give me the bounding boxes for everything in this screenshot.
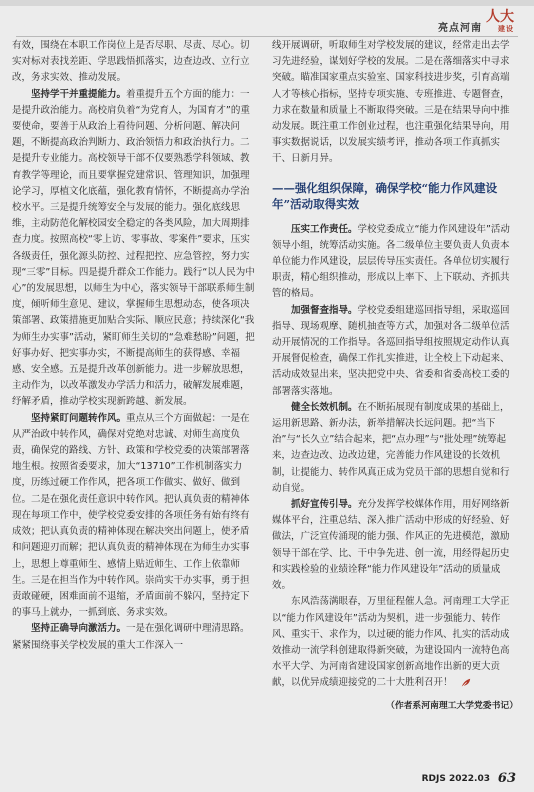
paragraph [272, 303, 518, 400]
paragraph-text: 东风浩荡满眼春，万里征程催人急。河南理工大学正以“能力作风建设年”活动为契机，进一步强能力、转作风、重实干、求作为，以过硬的能力作风、扎实的活动成效推动一流学科创建取得新突破，为建设国内一流特色高水平大学、为河南省建设国家创新高地作出新的更大贡献，以优异成绩迎接党的二十大胜利召开！ [272, 596, 510, 689]
brand-logo [486, 10, 514, 34]
leaf-icon [460, 677, 472, 689]
paragraph [272, 594, 518, 691]
top-border [0, 0, 534, 6]
page-number: 63 [497, 771, 516, 786]
paragraph-keyword: 压实工作责任。 [291, 223, 358, 235]
left-column [12, 38, 258, 654]
paragraph-text: 线开展调研，听取师生对学校发展的建议，经常走出去学习先进经验，谋划好学校的发展。二是在落细落实中寻求突破。瞄准国家重点实验室、国家科技进步奖，引育高端人才等核心指标，坚持专项实施、专班推进、专题督查，力求在数量和质量上不断取得突破。三是在结果导向中推动发展。既注重工作创业过程，也注重强化结果导向，用事实数据说话，以发展实绩考评，推动各项工作真抓实干、日新月异。 [272, 40, 510, 165]
paragraph [12, 621, 258, 653]
paragraph-keyword: 坚持紧盯问题转作风。 [31, 412, 127, 424]
paragraph [272, 38, 518, 168]
journal-issue [422, 774, 490, 784]
page-footer [0, 766, 534, 786]
section-heading: ——强化组织保障，确保学校“能力作风建设年”活动取得实效 [272, 180, 498, 211]
paragraph-keyword: 加强督查指导。 [291, 304, 358, 316]
paragraph-text: 充分发挥学校媒体作用，用好网络新媒体平台，注重总结、深入推广活动中形成的好经验、好做法，广泛宣传涌现的能力强、作风正的先进模范，激励领导干部在学、比、干中争先进、创一流，用经得起历史和实践检验的业绩诠释“能力作风建设年”活动的质量成效。 [272, 499, 510, 592]
paragraph [272, 497, 518, 594]
paragraph [12, 38, 258, 87]
paragraph [272, 222, 518, 303]
brand-logo-subtext: 建设 [498, 25, 514, 33]
paragraph-keyword: 健全长效机制。 [291, 401, 358, 413]
paragraph-keyword: 抓好宣传引导。 [291, 499, 358, 511]
author-note: （作者系河南理工大学党委书记） [386, 700, 518, 711]
right-column [272, 38, 518, 714]
paragraph [12, 411, 258, 622]
paragraph [12, 87, 258, 411]
paragraph-text: 一是在强化调研中理清思路。紧紧围绕事关学校发展的重大工作深入一 [12, 623, 250, 651]
paragraph-text: 在不断拓展现有制度成果的基础上，运用新思路、新办法，新举措解决长远问题。把“当下治”与“长久立”结合起来，把“点办理”与“批处理”统筹起来，边查边改、边改边建，完善能力作风建设的长效机制，让提能力、转作风真正成为党员干部的思想自觉和行动自觉。 [272, 401, 510, 494]
page-header [438, 10, 514, 34]
paragraph-text: 有效，围绕在本职工作岗位上是否尽职、尽责、尽心。切实对标对表找差距、学思践悟抓落实，边查边改、立行立改，务求实效、推动发展。 [12, 40, 250, 84]
paragraph-text: 学校党委组建巡回指导组，采取巡回指导、现场观摩、随机抽查等方式，加强对各二级单位活动开展情况的工作指导。各巡回指导组按照规定动作认真开展督促检查，确保工作扎实推进，让全校上下动起来、活动成效显出来，坚决把党中央、省委和省委高校工委的部署落实落地。 [272, 304, 510, 397]
paragraph-text: 着重提升五个方面的能力：一是提升政治能力。高校肩负着“为党育人，为国育才”的重要使命，要善于从政治上看待问题、分析问题、解决问题，不断提高政治判断力、政治领悟力和政治执行力。二是提升专业能力。高校领导干部不仅要熟悉学科领域、教育教学等理论，而且要掌握党建常识、管理知识，加强理论学习，厚植文化底蕴，强化教育情怀，不断提高办学治校水平。三是提升统筹安全与发展的能力。强化底线思维，主动防范化解校园安全稳定的各类风险，加大周期排查力度。按照高校“零上访、零事故、零案件”要求，压实各级责任，强化源头防控、过程把控、应急管控，努力实现“三零”目标。四是提升群众工作能力。践行“以人民为中心”的发展思想，以师生为中心，落实领导干部联系师生制度，倾听师生意见、建议，掌握师生思想动态，使各项决策部署、政策措施更加贴合实际、顺应民意；持续深化“我为师生办实事”活动，紧盯师生关切的“急难愁盼”问题，把好事办好、把实事办实，不断提高师生的获得感、幸福感、安全感。五是提升改革创新能力。进一步解放思想，主动作为，以改革激发办学活力和活力，破解发展难题，纾解矛盾，推动学校实现新跨越、新发展。 [12, 88, 255, 408]
section-label: 亮点河南 [438, 23, 482, 34]
paragraph [272, 400, 518, 497]
paragraph-keyword: 坚持正确导向激活力。 [31, 623, 127, 635]
paragraph-text: 学校党委成立“能力作风建设年”活动领导小组，统筹活动实施。各二级单位主要负责人负责本单位能力作风建设，层层传导压实责任。各单位切实履行职责，精心组织推动，形成以上率下、上下联动、齐抓共管的格局。 [272, 223, 510, 300]
brand-logo-text: 人大 [486, 9, 514, 25]
journal-name: RDJS [421, 774, 446, 784]
issue-number: 2022.03 [449, 774, 490, 784]
paragraph-text: 重点从三个方面做起：一是在从严治政中转作风，确保对党绝对忠诚、对师生高度负责，确保党的路线、方针、政策和学校党委的决策部署落地生根。按照省委要求，加大“13710”工作机制落实力度，历练过硬工作作风，把各项工作做实、做好、做到位。二是在强化责任意识中转作风。把认真负责的精神体现在每项工作中，使学校党委安排的各项任务有始有终有成效；把认真负责的精神体现在解决突出问题上，使矛盾和问题迎刃而解；把认真负责的精神体现在为师生办实事上，思想上尊重师生、感情上贴近师生、工作上依靠师生。三是在担当作为中转作风。崇尚实干办实事，勇于担责敢碰硬，困难面前不退缩，矛盾面前不躲闪，坚持定下的事马上就办，一抓到底、务求实效。 [12, 412, 250, 619]
header-divider [16, 36, 518, 37]
paragraph-keyword: 坚持学干并重提能力。 [31, 88, 127, 100]
